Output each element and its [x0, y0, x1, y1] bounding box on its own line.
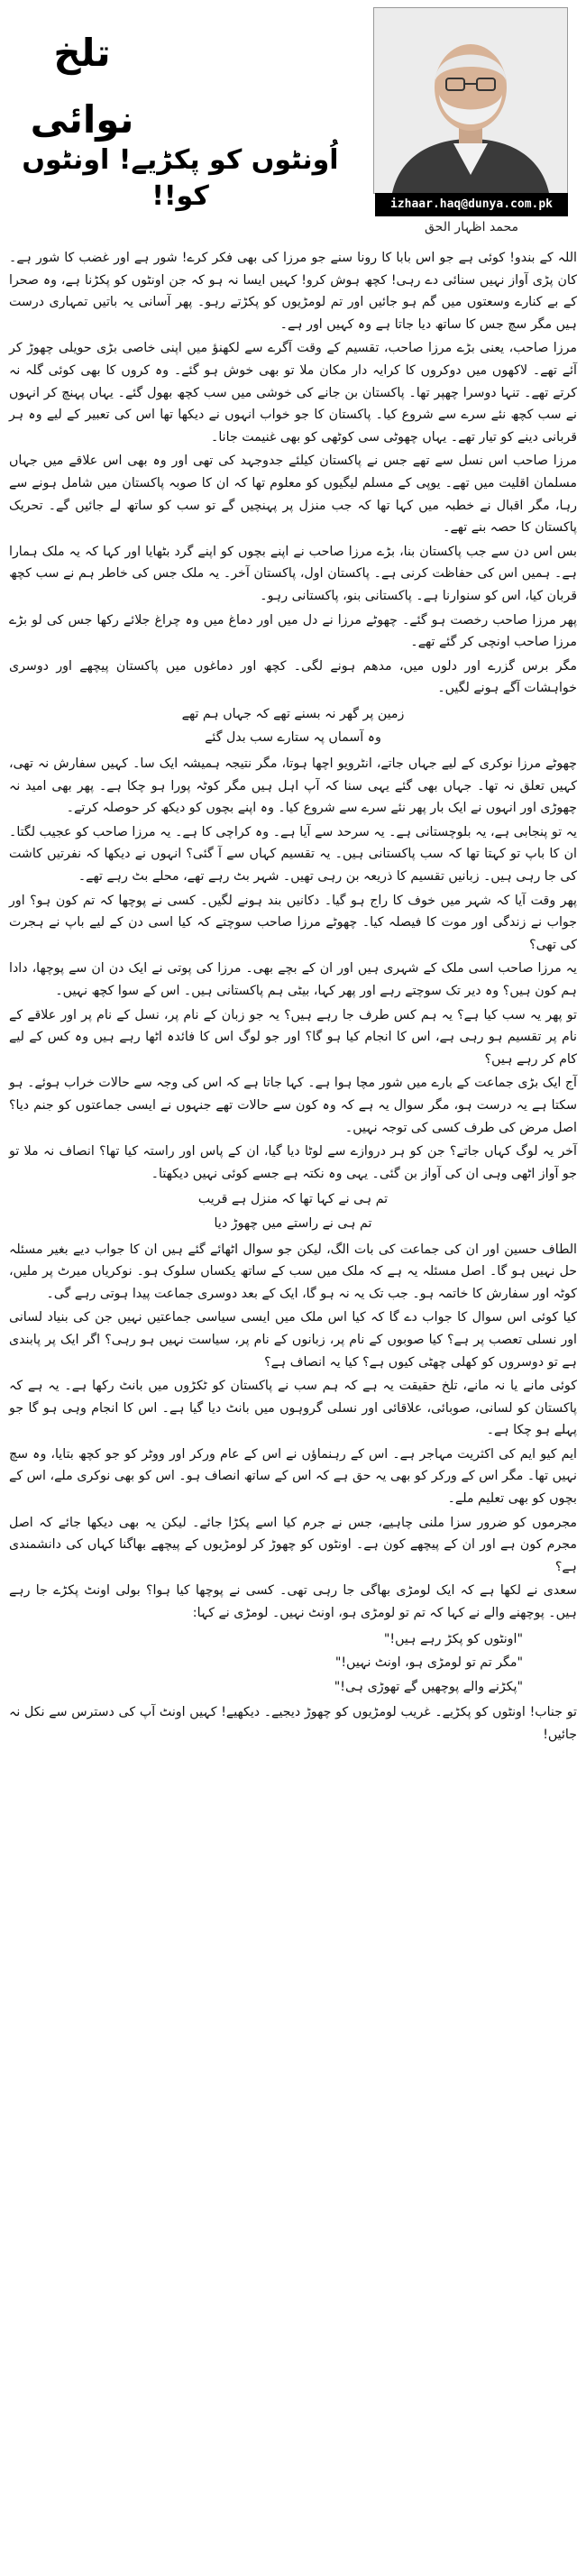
paragraph: اللہ کے بندو! کوئی ہے جو اس بابا کا رونا سنے جو مرزا کی بھی فکر کرے! شور ہے اور غضب کا شور ہے۔ کان پڑی آواز نہیں سنائی دے رہی! کچھ ہوش کرو! کہیں ایسا نہ ہو کہ جن اونٹوں کو پکڑنا ہے، وہ صحرا کے بے کنارے وسعتوں میں گم ہو جائیں اور تم لومڑیوں کو پکڑتے رہو۔ پھر آسانی یہ باتیں تمہاری درست ہیں مگر سچ جس کا ساتھ دیا جاتا ہے وہ کہیں اور ہے۔	[9, 251, 577, 332]
article-body	[9, 247, 577, 1746]
paragraph: الطاف حسین اور ان کی جماعت کی بات الگ، لیکن جو سوال اٹھائے گئے ہیں ان کا جواب دیے بغیر مسئلہ حل نہیں ہو گا۔ اصل مسئلہ یہ ہے کہ ملک میں سب کے ساتھ یکساں سلوک ہو۔ نوکریاں میرٹ پر ملیں، کوٹہ اور سفارش کا خاتمہ ہو۔ جب تک یہ نہ ہو گا، ایک کے بعد دوسری جماعت پیدا ہوتی رہے گی۔	[9, 1242, 577, 1301]
paragraph: مرزا صاحب، یعنی بڑے مرزا صاحب، تقسیم کے وقت آگرے سے لکھنؤ میں اپنی خاصی بڑی حویلی چھوڑ کر آئے تھے۔ لاکھوں میں دوکروں کا کرایہ دار مکان ملا تو بھی خوش ہو گئے۔ وہ کروں کا بھی کوئی گلہ نہ کرتے تھے۔ تنہا دوسرا چھپر تھا۔ پاکستان بن جانے کی خوشی میں سب کچھ بھول گئے۔ یہاں پہنچ کر انہوں نے سب کچھ نئے سرے سے شروع کیا۔ پاکستان کا جو خواب انہوں نے دیکھا تھا اس کی تعبیر کے لیے وہ ہر قربانی دینے کو تیار تھے۔ یہاں چھوٹی سی کوٹھی کو بھی غنیمت جانا۔	[9, 341, 577, 445]
paragraph: کوئی مانے یا نہ مانے، تلخ حقیقت یہ ہے کہ ہم سب نے پاکستان کو ٹکڑوں میں بانٹ رکھا ہے۔ یہ ہے کہ پاکستان کو لسانی، صوبائی، علاقائی اور نسلی گروہوں میں بانٹ دیا گیا ہے۔ اس کا انجام وہی ہو گا جو پہلے ہو چکا ہے۔	[9, 1379, 577, 1438]
verse-line: تم ہی نے کہا تھا کہ منزل ہے قریب	[197, 1192, 389, 1207]
paragraph: سعدی نے لکھا ہے کہ ایک لومڑی بھاگی جا رہی تھی۔ کسی نے پوچھا کیا ہوا؟ بولی اونٹ پکڑے جا رہے ہیں۔ پوچھنے والے نے کہا کہ تم تو لومڑی ہو، اونٹ نہیں۔ لومڑی نے کہا:	[9, 1583, 577, 1621]
column-masthead	[9, 7, 577, 243]
quote-list	[9, 1628, 577, 1699]
verse-line: زمین پر گھر نہ بسنے تھے کہ جہاں ہم تھے	[181, 706, 405, 721]
paragraph: آج ایک بڑی جماعت کے بارے میں شور مچا ہوا ہے۔ کہا جاتا ہے کہ اس کی وجہ سے حالات خراب ہوئے۔ ہو سکتا ہے یہ درست ہو، مگر سوال یہ ہے کہ وہ کون سے حالات تھے جنہوں نے ایسی جماعتوں کو جنم دیا؟ اصل مرض کی طرف کسی کی توجہ نہیں۔	[9, 1076, 577, 1135]
author-email: izhaar.haq@dunya.com.pk	[375, 193, 568, 216]
paragraph: آخر یہ لوگ کہاں جاتے؟ جن کو ہر دروازے سے لوٹا دیا گیا، ان کے پاس اور راستہ کیا تھا؟ انصاف نہ ملا تو جو آواز اٹھی وہی ان کی آواز بن گئی۔ یہی وہ نکتہ ہے جسے کوئی نہیں دیکھتا۔	[9, 1144, 577, 1181]
paragraph: مجرموں کو ضرور سزا ملنی چاہیے، جس نے جرم کیا اسے پکڑا جائے۔ لیکن یہ بھی دیکھا جائے کہ اصل مجرم کون ہے اور ان کے پیچھے کون ہے۔ اونٹوں کو چھوڑ کر لومڑیوں کے پیچھے بھاگنا کہاں کی دانشمندی ہے؟	[9, 1515, 577, 1574]
paragraph: تو پھر یہ سب کیا ہے؟ یہ ہم کس طرف جا رہے ہیں؟ یہ جو زبان کے نام پر، نسل کے نام پر اور علاقے کے نام پر تقسیم ہو رہی ہے، اس کا انجام کیا ہو گا؟ اور جو لوگ اس کا فائدہ اٹھا رہے ہیں وہ کس کے لیے کام کر رہے ہیں؟	[9, 1007, 577, 1067]
paragraph: بس اس دن سے جب پاکستان بنا، بڑے مرزا صاحب نے اپنے بچوں کو اپنے گرد بٹھایا اور کہا کہ یہ ملک ہمارا ہے۔ ہمیں اس کی حفاظت کرنی ہے۔ پاکستان اول، پاکستان آخر۔ یہ ملک جس کی خاطر ہم نے سب کچھ قربان کیا، اس کو سنوارنا ہے۔ پاکستانی بنو، پاکستانی رہو۔	[9, 544, 577, 603]
paragraph: یہ تو پنجابی ہے، یہ بلوچستانی ہے۔ یہ سرحد سے آیا ہے۔ وہ کراچی کا ہے۔ یہ مرزا صاحب کو عجیب لگتا۔ ان کا باپ تو کہتا تھا کہ سب پاکستانی ہیں۔ یہ تقسیم کہاں سے آ گئی؟ انہوں نے دیکھا کہ نفرتیں کاشت کی جا رہی ہیں۔ زبانیں تقسیم کا ذریعہ بن رہی تھیں۔ شہر بٹ رہے تھے، محلے بٹ رہے تھے۔	[9, 824, 577, 885]
paragraph: کیا کوئی اس سوال کا جواب دے گا کہ کیا اس ملک میں ایسی سیاسی جماعتیں نہیں جن کی بنیاد لسانی اور نسلی تعصب پر ہے؟ کیا صوبوں کے نام پر، زبانوں کے نام پر، سیاست نہیں ہو رہی؟ اگر ایک پر پابندی ہے تو دوسروں کو کھلی چھٹی کیوں ہے؟ کیا یہ انصاف ہے؟	[9, 1310, 577, 1370]
quote-line: "مگر تم تو لومڑی ہو، اونٹ نہیں!"	[334, 1655, 523, 1671]
quote-line: "پکڑنے والے پوچھیں گے تھوڑی ہی!"	[334, 1679, 523, 1694]
paragraph: مگر برس گزرے اور دلوں میں، مدھم ہونے لگی۔ کچھ اور دماغوں میں پاکستان پیچھے اور دوسری خواہشات آگے ہونے لگیں۔	[9, 658, 577, 696]
verse-block	[9, 1188, 577, 1234]
author-portrait-icon	[374, 8, 567, 193]
author-portrait	[373, 7, 568, 194]
paragraph: چھوٹے مرزا نوکری کے لیے جہاں جاتے، انٹرویو اچھا ہوتا، مگر نتیجہ ہمیشہ ایک سا۔ کہیں سفارش نہ تھی، کہیں تعلق نہ تھا۔ جہاں بھی گئے یہی سنا کہ آپ اہل ہیں مگر کوٹہ پورا ہو چکا ہے۔ پھر بھی امید نہ چھوڑی اور انہوں نے ایک بار پھر نئے سرے سے شروع کیا۔ وہ اپنے بچوں کو دیکھ کر حوصلہ کرتے۔	[9, 756, 577, 816]
closing-paragraph: تو جناب! اونٹوں کو پکڑیے۔ غریب لومڑیوں کو چھوڑ دیجیے۔ دیکھیے! کہیں اونٹ آپ کی دسترس سے نکل نہ جائیں!	[9, 1705, 577, 1742]
paragraph: پھر وقت آیا کہ شہر میں خوف کا راج ہو گیا۔ دکانیں بند ہونے لگیں۔ کسی نے پوچھا کہ تم کون ہو؟ اور جواب نے زندگی اور موت کا فیصلہ کیا۔ چھوٹے مرزا صاحب سوچتے کہ کیا اسی دن کے لیے باپ نے ہجرت کی تھی؟	[9, 893, 577, 952]
paragraph: ایم کیو ایم کی اکثریت مہاجر ہے۔ اس کے رہنماؤں نے اس کے عام ورکر اور ووٹر کو جو کچھ بتایا، وہ سچ نہیں تھا۔ مگر اس کے ورکر کو بھی یہ حق ہے کہ اس کے ساتھ انصاف ہو۔ اس کو بھی نوکری ملے، اس کے بچوں کو بھی تعلیم ملے۔	[9, 1446, 577, 1507]
verse-line: وہ آسماں پہ ستارے سب بدل گئے	[205, 730, 381, 746]
article-title: اُونٹوں کو پکڑیے! اونٹوں کو!!	[22, 144, 339, 212]
paragraph: یہ مرزا صاحب اسی ملک کے شہری ہیں اور ان کے بچے بھی۔ مرزا کی پوتی نے ایک دن ان سے پوچھا، دادا ہم کون ہیں؟ وہ دیر تک سوچتے رہے اور پھر کہا، بیٹی ہم پاکستانی ہیں۔ اس کے سوا کچھ نہیں۔	[9, 961, 577, 998]
verse-block	[9, 703, 577, 749]
verse-line: تم ہی نے راستے میں چھوڑ دیا	[214, 1215, 372, 1231]
quote-line: "اونٹوں کو پکڑ رہے ہیں!"	[383, 1631, 523, 1646]
author-name: محمد اظہار الحق	[424, 220, 518, 234]
paragraph: پھر مرزا صاحب رخصت ہو گئے۔ چھوٹے مرزا نے دل میں اور دماغ میں وہ چراغ جلائے رکھا جس کی لو بڑے مرزا صاحب اونچی کر گئے تھے۔	[9, 612, 577, 650]
paragraph: مرزا صاحب اس نسل سے تھے جس نے پاکستان کیلئے جدوجہد کی تھی اور وہ بھی اس علاقے میں جہاں مسلمان اقلیت میں تھے۔ یوپی کے مسلم لیگیوں کو معلوم تھا کہ ان کا صوبہ پاکستان میں شامل ہونے سے رہا، مگر اقبال نے خطبہ میں کہا تھا کہ جب منزل پر پہنچیں گے تو سب کو ساتھ لے جائیں گے۔ تحریک پاکستان کا حصہ بنے تھے۔	[9, 454, 577, 536]
column-logo: تلخ نوائی	[30, 31, 134, 142]
